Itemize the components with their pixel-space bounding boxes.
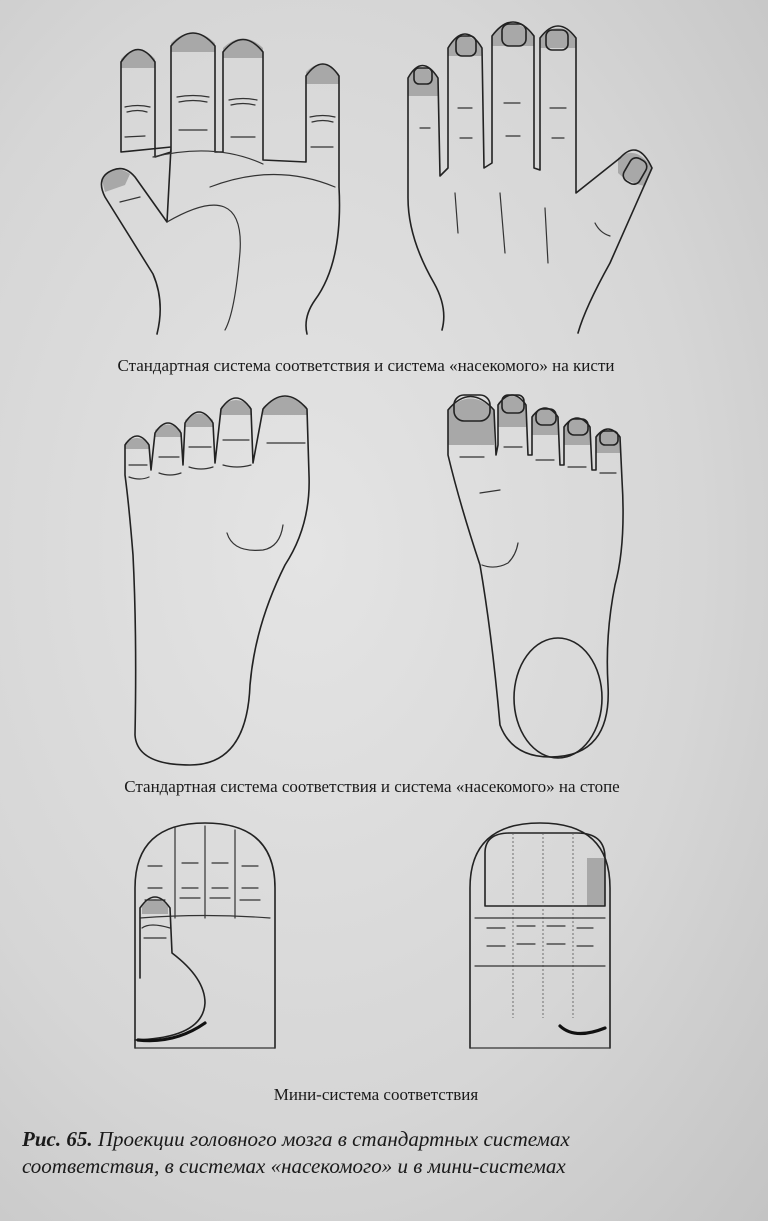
- mini-system-palm-diagram: [130, 818, 280, 1053]
- heel-oval: [514, 638, 602, 758]
- highlight-arc: [560, 1026, 605, 1034]
- foot-top-diagram: [440, 385, 640, 770]
- mini-knuckle-marks: [475, 918, 605, 966]
- figure-title: [22, 1126, 762, 1180]
- figure-title-line-2: соответствия, в системах «насекомого» и в мини-системах: [22, 1154, 566, 1178]
- foot-caption: Стандартная система соответствия и система «насекомого» на стопе: [124, 777, 620, 796]
- big-toe-tip-shade: [263, 397, 307, 415]
- thumb-tip-shade: [102, 169, 130, 192]
- palm-crease: [210, 175, 335, 188]
- back-of-hand-outline: [408, 22, 652, 333]
- middle-finger-tip-shade: [492, 24, 534, 46]
- thumb-mound-line: [167, 205, 240, 330]
- index-finger-tip-shade: [121, 50, 155, 69]
- mini-caption: Мини-система соответствия: [273, 1085, 479, 1104]
- highlight-arc: [138, 1023, 205, 1041]
- sole-outline: [125, 396, 309, 765]
- index-finger-tip-shade: [448, 36, 482, 56]
- finger-outline: [470, 823, 610, 1048]
- mini-thumb-outline: [135, 897, 205, 1040]
- little-finger-tip-shade: [306, 64, 339, 84]
- toe-tip-shade: [185, 414, 213, 428]
- figure-title-line-1: Проекции головного мозга в стандартных системах: [97, 1127, 570, 1151]
- toe-crease-marks: [129, 440, 305, 550]
- figure-number: Рис. 65.: [22, 1127, 93, 1151]
- ring-finger-tip-shade: [223, 39, 263, 59]
- palm-diagram: [95, 12, 345, 347]
- mini-system-back-diagram: [465, 818, 615, 1053]
- mini-thumb-tip-shade: [587, 858, 605, 906]
- middle-finger-tip-shade: [171, 33, 215, 53]
- back-of-hand-diagram: [400, 8, 660, 343]
- toe-tip-shade: [221, 400, 251, 415]
- hand-caption: Стандартная система соответствия и система «насекомого» на кисти: [117, 356, 615, 375]
- toe-tip-shade: [155, 425, 181, 438]
- sole-diagram: [115, 385, 315, 770]
- toe-crease-marks: [460, 447, 616, 567]
